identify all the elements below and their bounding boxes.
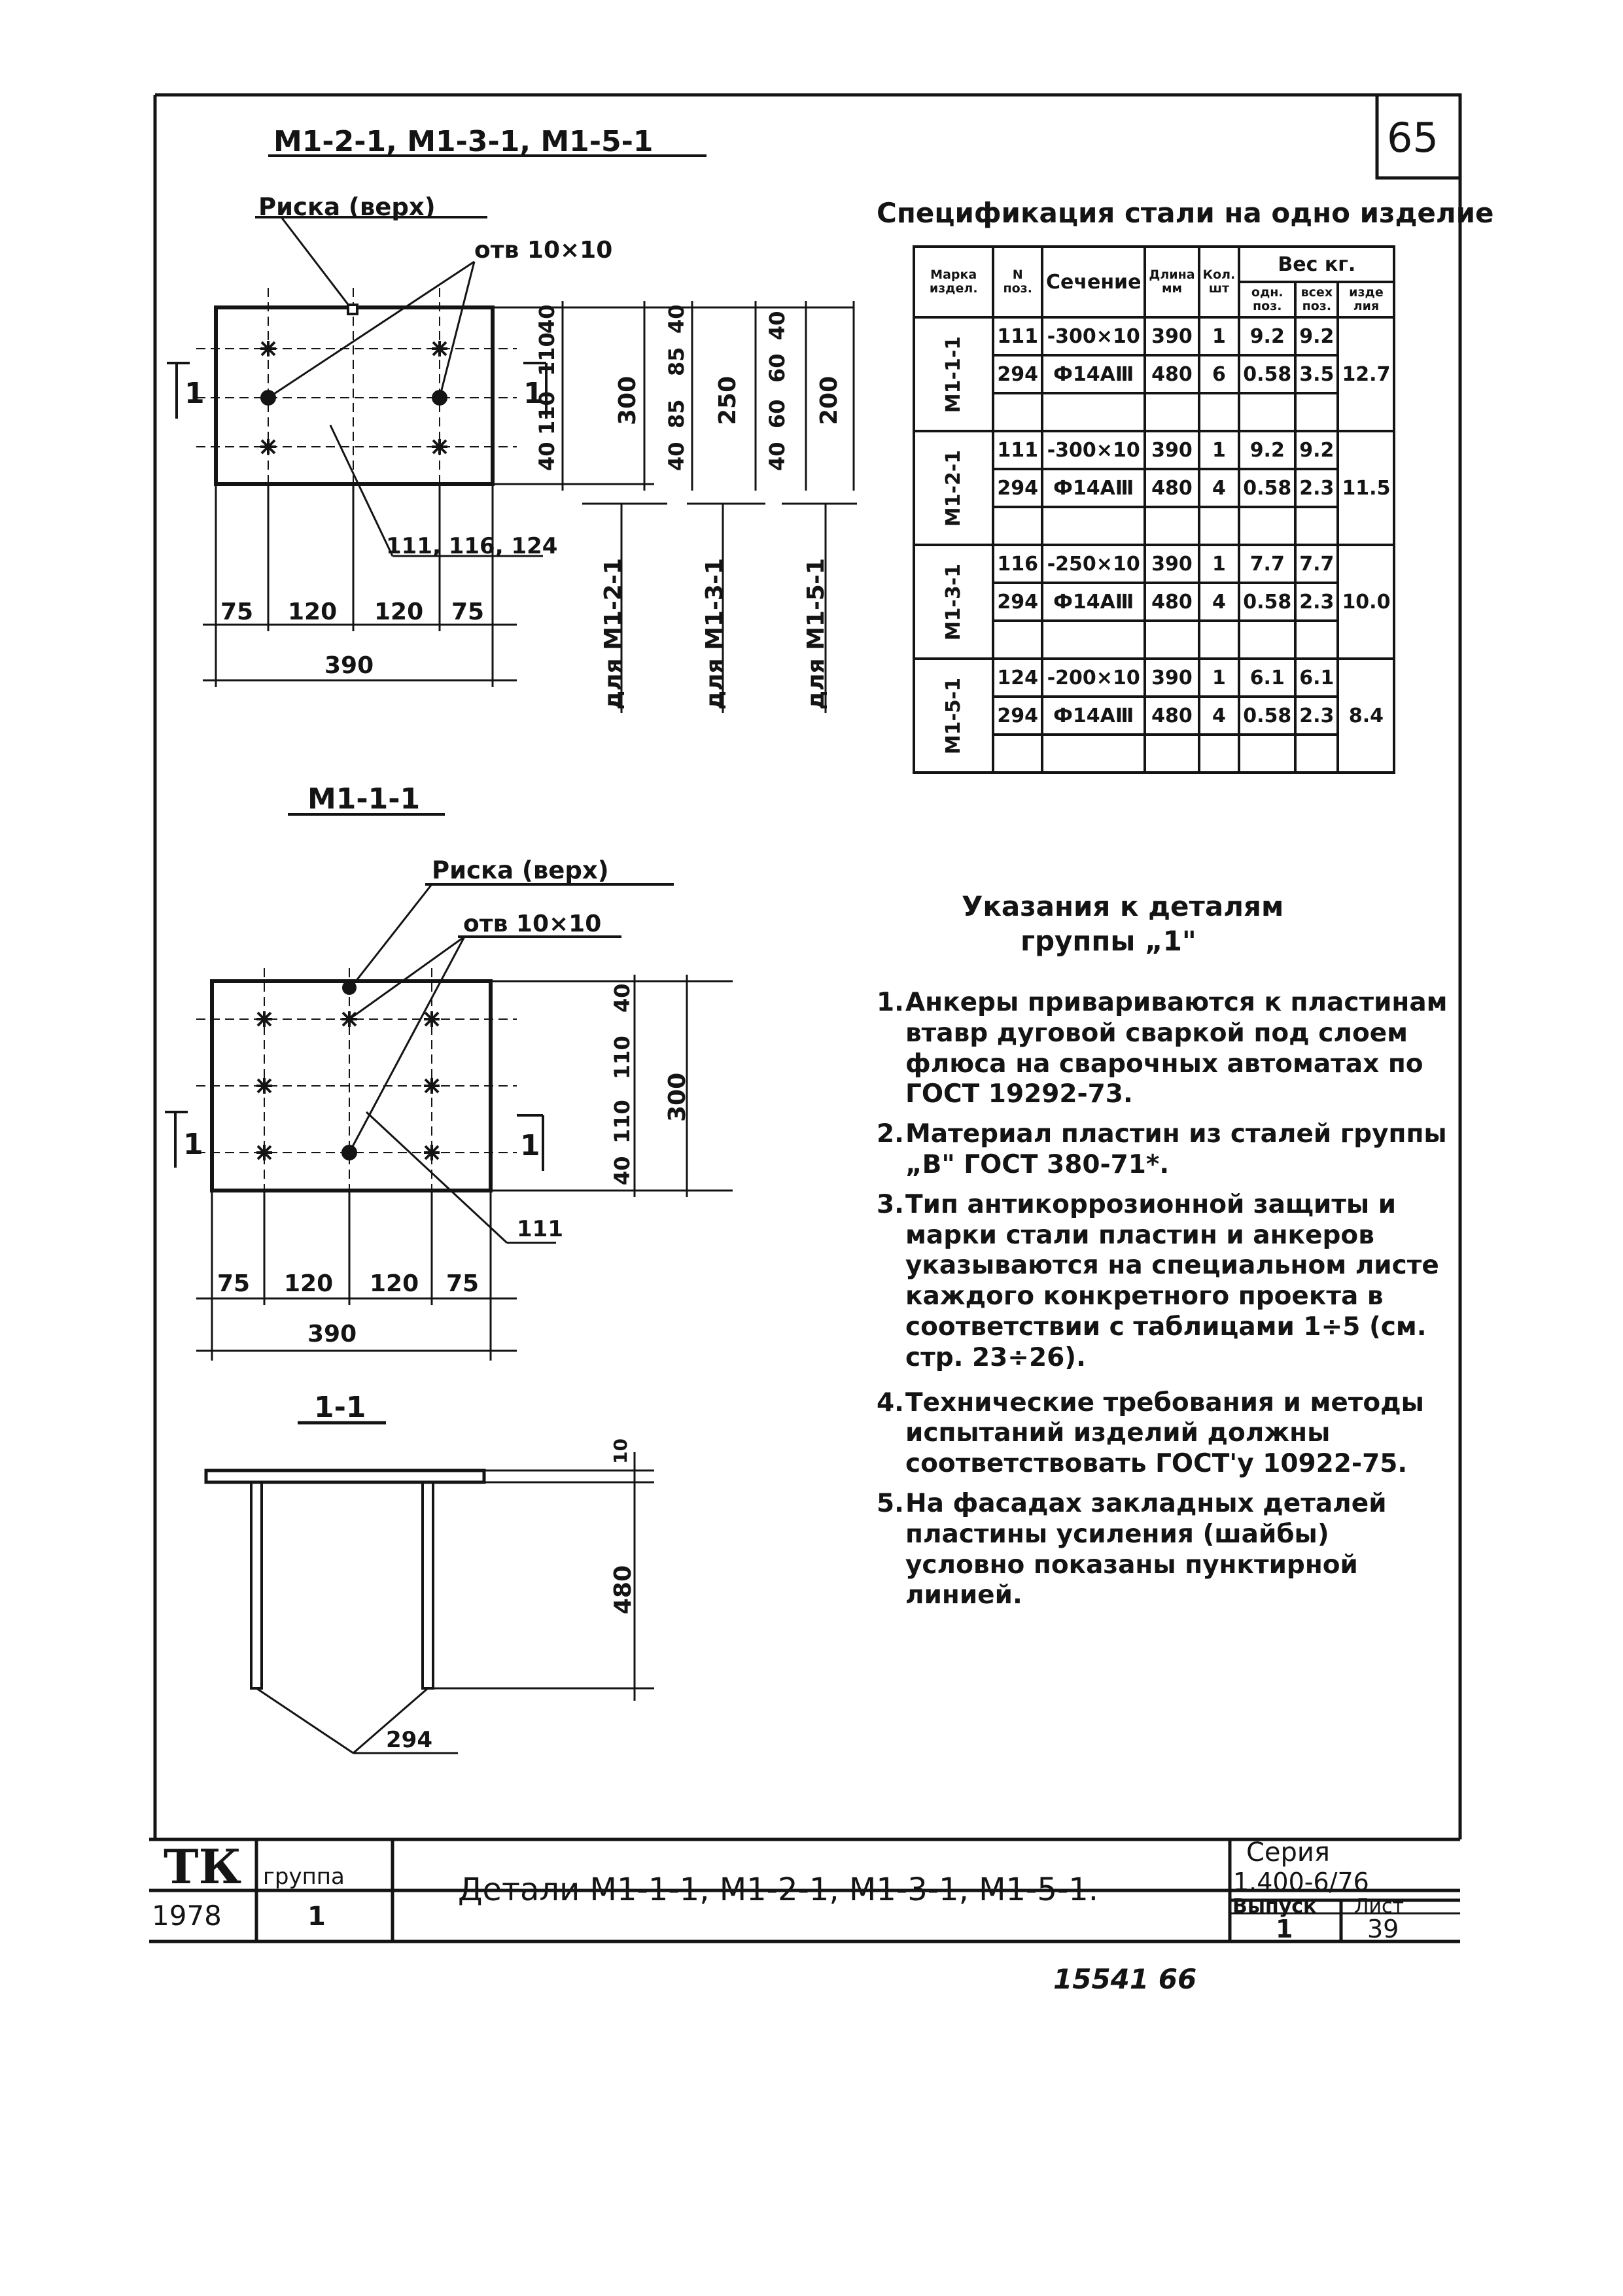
spec-cell-qty: 4 xyxy=(1199,583,1240,621)
spec-cell-qty xyxy=(1199,621,1240,659)
spec-cell-w-all xyxy=(1295,735,1338,773)
dim-b-bottom-1: 75 xyxy=(217,1270,251,1297)
spec-header-qty: Кол. шт xyxy=(1199,247,1240,317)
dim-a-v2-3: 85 xyxy=(664,347,689,376)
spec-cell-w-one xyxy=(1239,735,1295,773)
for-label-2: для М1-3-1 xyxy=(701,558,728,710)
drawing-a-section-mark-left: 1 xyxy=(184,377,205,410)
spec-cell-pos: 111 xyxy=(993,431,1042,469)
spec-cell-w-one: 0.58 xyxy=(1239,583,1295,621)
series-label: Серия xyxy=(1246,1837,1330,1868)
dim-a-v1-4: 40 xyxy=(534,304,559,334)
dim-a-total: 390 xyxy=(324,652,374,679)
section-dim-height: 480 xyxy=(610,1565,637,1614)
spec-cell-section: -300×10 xyxy=(1042,317,1145,355)
section-leader-label: 294 xyxy=(386,1727,432,1753)
sheet-value: 39 xyxy=(1367,1915,1399,1943)
dim-a-v1-3: 110 xyxy=(534,332,559,376)
note-item: 2. Материал пластин из сталей группы „В" ГОСТ 380-71*. xyxy=(877,1119,1447,1179)
spec-header-pos: N поз. xyxy=(993,247,1042,317)
for-label-1: для М1-2-1 xyxy=(600,558,627,710)
spec-cell-w-all xyxy=(1295,393,1338,431)
spec-cell-length xyxy=(1145,393,1198,431)
drawing-b-section-mark-left: 1 xyxy=(183,1128,203,1161)
dim-b-v-1: 40 xyxy=(610,983,635,1013)
drawing-b-hole-label: отв 10×10 xyxy=(463,911,602,937)
spec-cell-pos: 294 xyxy=(993,355,1042,393)
spec-cell-length: 480 xyxy=(1145,583,1198,621)
spec-cell-w-all xyxy=(1295,507,1338,545)
spec-cell-w-all: 9.2 xyxy=(1295,317,1338,355)
spec-cell-length: 480 xyxy=(1145,469,1198,507)
spec-cell-section: Ф14АⅢ xyxy=(1042,583,1145,621)
spec-cell-mark: М1-1-1 xyxy=(914,317,993,431)
dim-b-v-3: 110 xyxy=(610,1100,635,1143)
dim-a-v3-4: 40 xyxy=(765,311,790,340)
dim-a-v2-4: 40 xyxy=(664,304,689,334)
spec-cell-pos: 116 xyxy=(993,545,1042,583)
spec-table xyxy=(913,245,1395,774)
spec-cell-w-one: 0.58 xyxy=(1239,697,1295,735)
spec-row xyxy=(914,317,1394,355)
group-value: 1 xyxy=(307,1902,326,1932)
drawing-b-title: М1-1-1 xyxy=(307,782,421,816)
dim-a-v2-total: 250 xyxy=(714,375,741,425)
section-dim-top: 10 xyxy=(610,1438,631,1464)
for-label-3: для М1-5-1 xyxy=(803,558,829,710)
spec-cell-section: -200×10 xyxy=(1042,659,1145,697)
spec-cell-length xyxy=(1145,735,1198,773)
drawing-b-risk-label: Риска (верх) xyxy=(432,856,609,884)
spec-cell-length: 390 xyxy=(1145,317,1198,355)
dim-b-bottom-3: 120 xyxy=(370,1270,419,1297)
spec-cell-qty xyxy=(1199,393,1240,431)
dim-b-bottom-2: 120 xyxy=(284,1270,334,1297)
org-stamp: ТК xyxy=(164,1839,242,1894)
note-item: 1. Анкеры привариваются к пластинам втавр дуговой сваркой под слоем флюса на сварочных автоматах по ГОСТ 19292-73. xyxy=(877,988,1448,1109)
footer-number: 15541 66 xyxy=(1053,1963,1197,1995)
notes-list xyxy=(877,988,1452,1620)
spec-cell-item-weight: 8.4 xyxy=(1338,659,1394,773)
dim-a-v3-1: 40 xyxy=(765,442,790,471)
spec-cell-pos: 124 xyxy=(993,659,1042,697)
spec-cell-qty: 4 xyxy=(1199,469,1240,507)
spec-cell-w-one: 9.2 xyxy=(1239,431,1295,469)
dim-a-v3-2: 60 xyxy=(765,399,790,428)
dim-b-bottom-4: 75 xyxy=(446,1270,480,1297)
section-title: 1-1 xyxy=(314,1391,366,1424)
spec-cell-mark: М1-5-1 xyxy=(914,659,993,773)
spec-cell-section: Ф14АⅢ xyxy=(1042,697,1145,735)
spec-cell-qty xyxy=(1199,507,1240,545)
spec-cell-section: Ф14АⅢ xyxy=(1042,469,1145,507)
year: 1978 xyxy=(152,1900,222,1932)
spec-cell-length: 390 xyxy=(1145,659,1198,697)
spec-cell-w-all: 6.1 xyxy=(1295,659,1338,697)
spec-cell-qty: 1 xyxy=(1199,659,1240,697)
spec-cell-section: -250×10 xyxy=(1042,545,1145,583)
spec-cell-pos: 294 xyxy=(993,583,1042,621)
spec-cell-w-all: 2.3 xyxy=(1295,697,1338,735)
spec-cell-section: Ф14АⅢ xyxy=(1042,355,1145,393)
spec-row xyxy=(914,545,1394,583)
dim-a-v1-2: 110 xyxy=(534,391,559,435)
notes-title-line1: Указания к деталям xyxy=(962,890,1284,922)
spec-cell-section: -300×10 xyxy=(1042,431,1145,469)
spec-cell-item-weight: 10.0 xyxy=(1338,545,1394,659)
spec-header-w-all: всех поз. xyxy=(1295,282,1338,317)
spec-cell-pos xyxy=(993,393,1042,431)
sheet-label: Лист xyxy=(1354,1895,1405,1918)
spec-cell-w-one: 0.58 xyxy=(1239,355,1295,393)
spec-cell-w-all: 7.7 xyxy=(1295,545,1338,583)
spec-cell-qty: 6 xyxy=(1199,355,1240,393)
spec-cell-w-all: 3.5 xyxy=(1295,355,1338,393)
drawing-a-leader-label: 111, 116, 124 xyxy=(386,533,558,559)
spec-cell-w-all: 9.2 xyxy=(1295,431,1338,469)
drawing-a-risk-label: Риска (верх) xyxy=(258,193,436,221)
dim-a-v2-1: 40 xyxy=(664,442,689,471)
spec-cell-w-one: 6.1 xyxy=(1239,659,1295,697)
spec-cell-length xyxy=(1145,621,1198,659)
issue-label: Выпуск xyxy=(1232,1895,1317,1918)
sheet-number: 65 xyxy=(1387,114,1439,162)
spec-cell-section xyxy=(1042,507,1145,545)
spec-cell-length: 390 xyxy=(1145,431,1198,469)
spec-header-weight: Вес кг. xyxy=(1239,247,1394,282)
drawing-title: Детали М1-1-1, М1-2-1, М1-3-1, М1-5-1. xyxy=(458,1871,1099,1908)
spec-row xyxy=(914,659,1394,697)
spec-cell-w-all: 2.3 xyxy=(1295,469,1338,507)
note-item: 5. На фасадах закладных деталей пластины усиления (шайбы) условно показаны пунктирной линией. xyxy=(877,1488,1387,1610)
spec-cell-mark: М1-3-1 xyxy=(914,545,993,659)
spec-cell-pos xyxy=(993,507,1042,545)
spec-cell-qty: 1 xyxy=(1199,317,1240,355)
drawing-a-title: М1-2-1, М1-3-1, М1-5-1 xyxy=(273,125,654,158)
spec-cell-length: 390 xyxy=(1145,545,1198,583)
spec-cell-section xyxy=(1042,393,1145,431)
spec-cell-pos: 294 xyxy=(993,697,1042,735)
spec-cell-pos: 111 xyxy=(993,317,1042,355)
spec-cell-qty: 1 xyxy=(1199,545,1240,583)
spec-cell-pos xyxy=(993,735,1042,773)
dim-a-bottom-3: 120 xyxy=(374,599,424,625)
drawing-a-section-mark-right: 1 xyxy=(523,377,544,410)
spec-cell-length: 480 xyxy=(1145,697,1198,735)
spec-cell-w-one: 0.58 xyxy=(1239,469,1295,507)
spec-cell-qty: 4 xyxy=(1199,697,1240,735)
spec-cell-section xyxy=(1042,621,1145,659)
note-item: 3. Тип антикоррозионной защиты и марки стали пластин и анкеров указываются на специальном листе каждого конкретного проекта в соответствии с таблицами 1÷5 (см. стр. 23÷26). xyxy=(877,1189,1439,1372)
spec-cell-w-one xyxy=(1239,621,1295,659)
spec-cell-w-one xyxy=(1239,393,1295,431)
issue-value: 1 xyxy=(1276,1915,1293,1943)
spec-cell-item-weight: 12.7 xyxy=(1338,317,1394,431)
spec-cell-length xyxy=(1145,507,1198,545)
spec-header-length: Длина мм xyxy=(1145,247,1198,317)
dim-a-v1-1: 40 xyxy=(534,442,559,471)
dim-a-v1-total: 300 xyxy=(614,375,641,425)
dim-a-v3-3: 60 xyxy=(765,353,790,383)
spec-header-section: Сечение xyxy=(1042,247,1145,317)
spec-cell-qty: 1 xyxy=(1199,431,1240,469)
note-item: 4. Технические требования и методы испытаний изделий должны соответствовать ГОСТ'у 10922-75. xyxy=(877,1387,1424,1479)
spec-cell-w-one xyxy=(1239,507,1295,545)
spec-cell-w-all xyxy=(1295,621,1338,659)
spec-header-mark: Марка издел. xyxy=(914,247,993,317)
dim-b-v-4: 40 xyxy=(610,1156,635,1185)
spec-cell-item-weight: 11.5 xyxy=(1338,431,1394,545)
spec-cell-section xyxy=(1042,735,1145,773)
spec-header-w-one: одн. поз. xyxy=(1239,282,1295,317)
spec-cell-pos xyxy=(993,621,1042,659)
spec-row xyxy=(914,431,1394,469)
spec-title: Спецификация стали на одно изделие xyxy=(877,197,1494,229)
dim-a-bottom-2: 120 xyxy=(288,599,338,625)
dim-a-bottom-4: 75 xyxy=(451,599,485,625)
spec-cell-pos: 294 xyxy=(993,469,1042,507)
drawing-b-section-mark-right: 1 xyxy=(520,1129,540,1162)
dim-b-v-2: 110 xyxy=(610,1035,635,1079)
spec-cell-w-one: 7.7 xyxy=(1239,545,1295,583)
spec-cell-w-one: 9.2 xyxy=(1239,317,1295,355)
spec-cell-qty xyxy=(1199,735,1240,773)
section-geometry xyxy=(206,1423,654,1753)
group-label: группа xyxy=(263,1864,345,1890)
spec-header-w-item: изде лия xyxy=(1338,282,1394,317)
drawing-a-hole-label: отв 10×10 xyxy=(474,237,613,264)
dim-a-bottom-1: 75 xyxy=(220,599,254,625)
dim-b-total: 390 xyxy=(307,1321,357,1348)
drawing-b-leader-label: 111 xyxy=(517,1216,563,1242)
notes-title-line2: группы „1" xyxy=(1021,925,1196,957)
spec-cell-length: 480 xyxy=(1145,355,1198,393)
dim-a-v2-2: 85 xyxy=(664,399,689,428)
dim-b-v-total: 300 xyxy=(664,1072,691,1122)
series-value: 1.400-6/76 xyxy=(1233,1868,1369,1896)
dim-a-v3-total: 200 xyxy=(816,375,843,425)
spec-cell-w-all: 2.3 xyxy=(1295,583,1338,621)
spec-cell-mark: М1-2-1 xyxy=(914,431,993,545)
